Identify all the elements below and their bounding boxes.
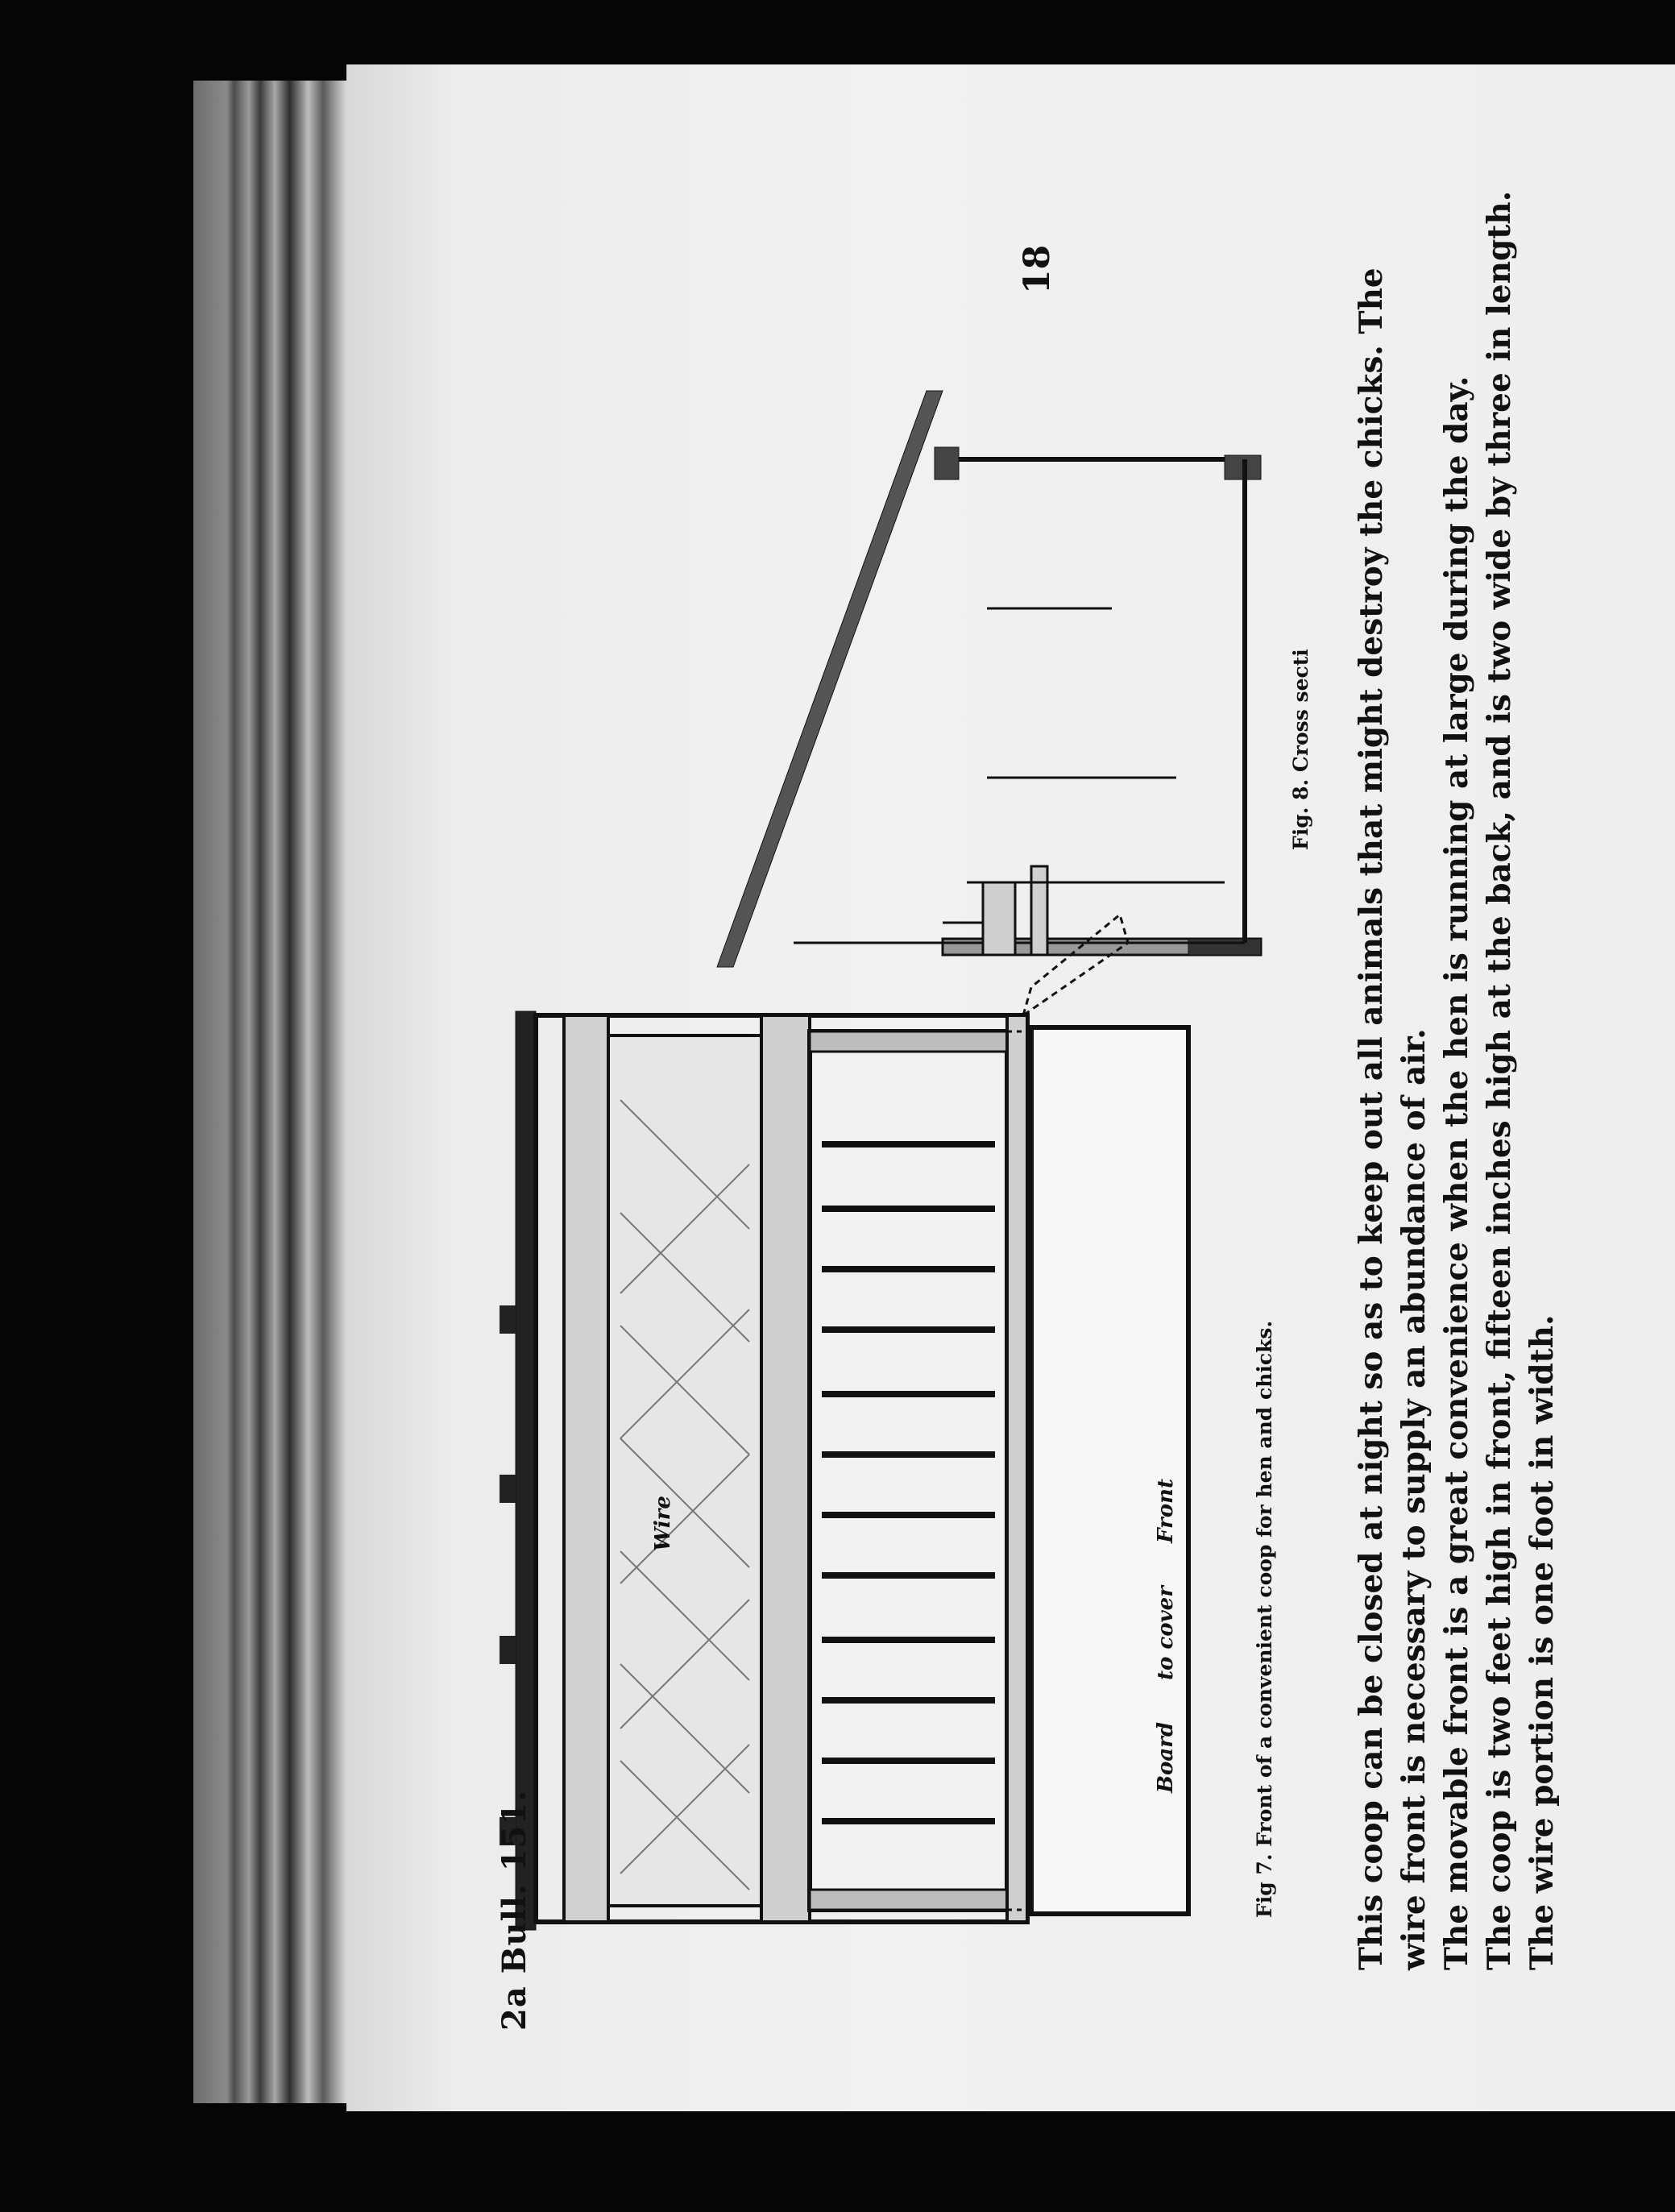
roof-board [717, 391, 943, 967]
coop-hinges [500, 1305, 516, 1845]
body-line: The coop is two feet high in front, fifteen inches high at the back, and is two wide by three in length. [1481, 190, 1518, 1970]
label-board: Board [1154, 1721, 1178, 1793]
body-line: The wire portion is one foot in width. [1524, 1314, 1561, 1970]
figure-7-caption: Fig 7. Front of a convenient coop for hen and chicks. [1253, 1320, 1276, 1918]
body-line: The movable front is a great convenience when the hen is running at large during the day. [1438, 376, 1475, 1970]
body-line: wire front is necessary to supply an abundance of air. [1395, 1028, 1432, 1970]
label-front: Front [1154, 1479, 1178, 1543]
front-opening [983, 882, 1015, 955]
frame-rail-top [564, 1015, 608, 1922]
bulletin-number: 2a Bull. 151. [495, 1789, 533, 2031]
frame-rail-middle [761, 1015, 810, 1922]
label-wire: Wire [651, 1496, 675, 1551]
page-number: 18 [1017, 244, 1058, 294]
wire-panel [608, 1035, 761, 1906]
figure-8-caption: Fig. 8. Cross secti [1289, 649, 1312, 850]
label-to-cover: to cover [1154, 1586, 1178, 1680]
figure-8-cross-section [717, 391, 1261, 1015]
slat-frame [810, 1031, 1007, 1910]
frame-rail-bottom [1007, 1015, 1027, 1922]
body-line: This coop can be closed at night so as to keep out all animals that might destroy the chicks. The [1353, 268, 1390, 1970]
